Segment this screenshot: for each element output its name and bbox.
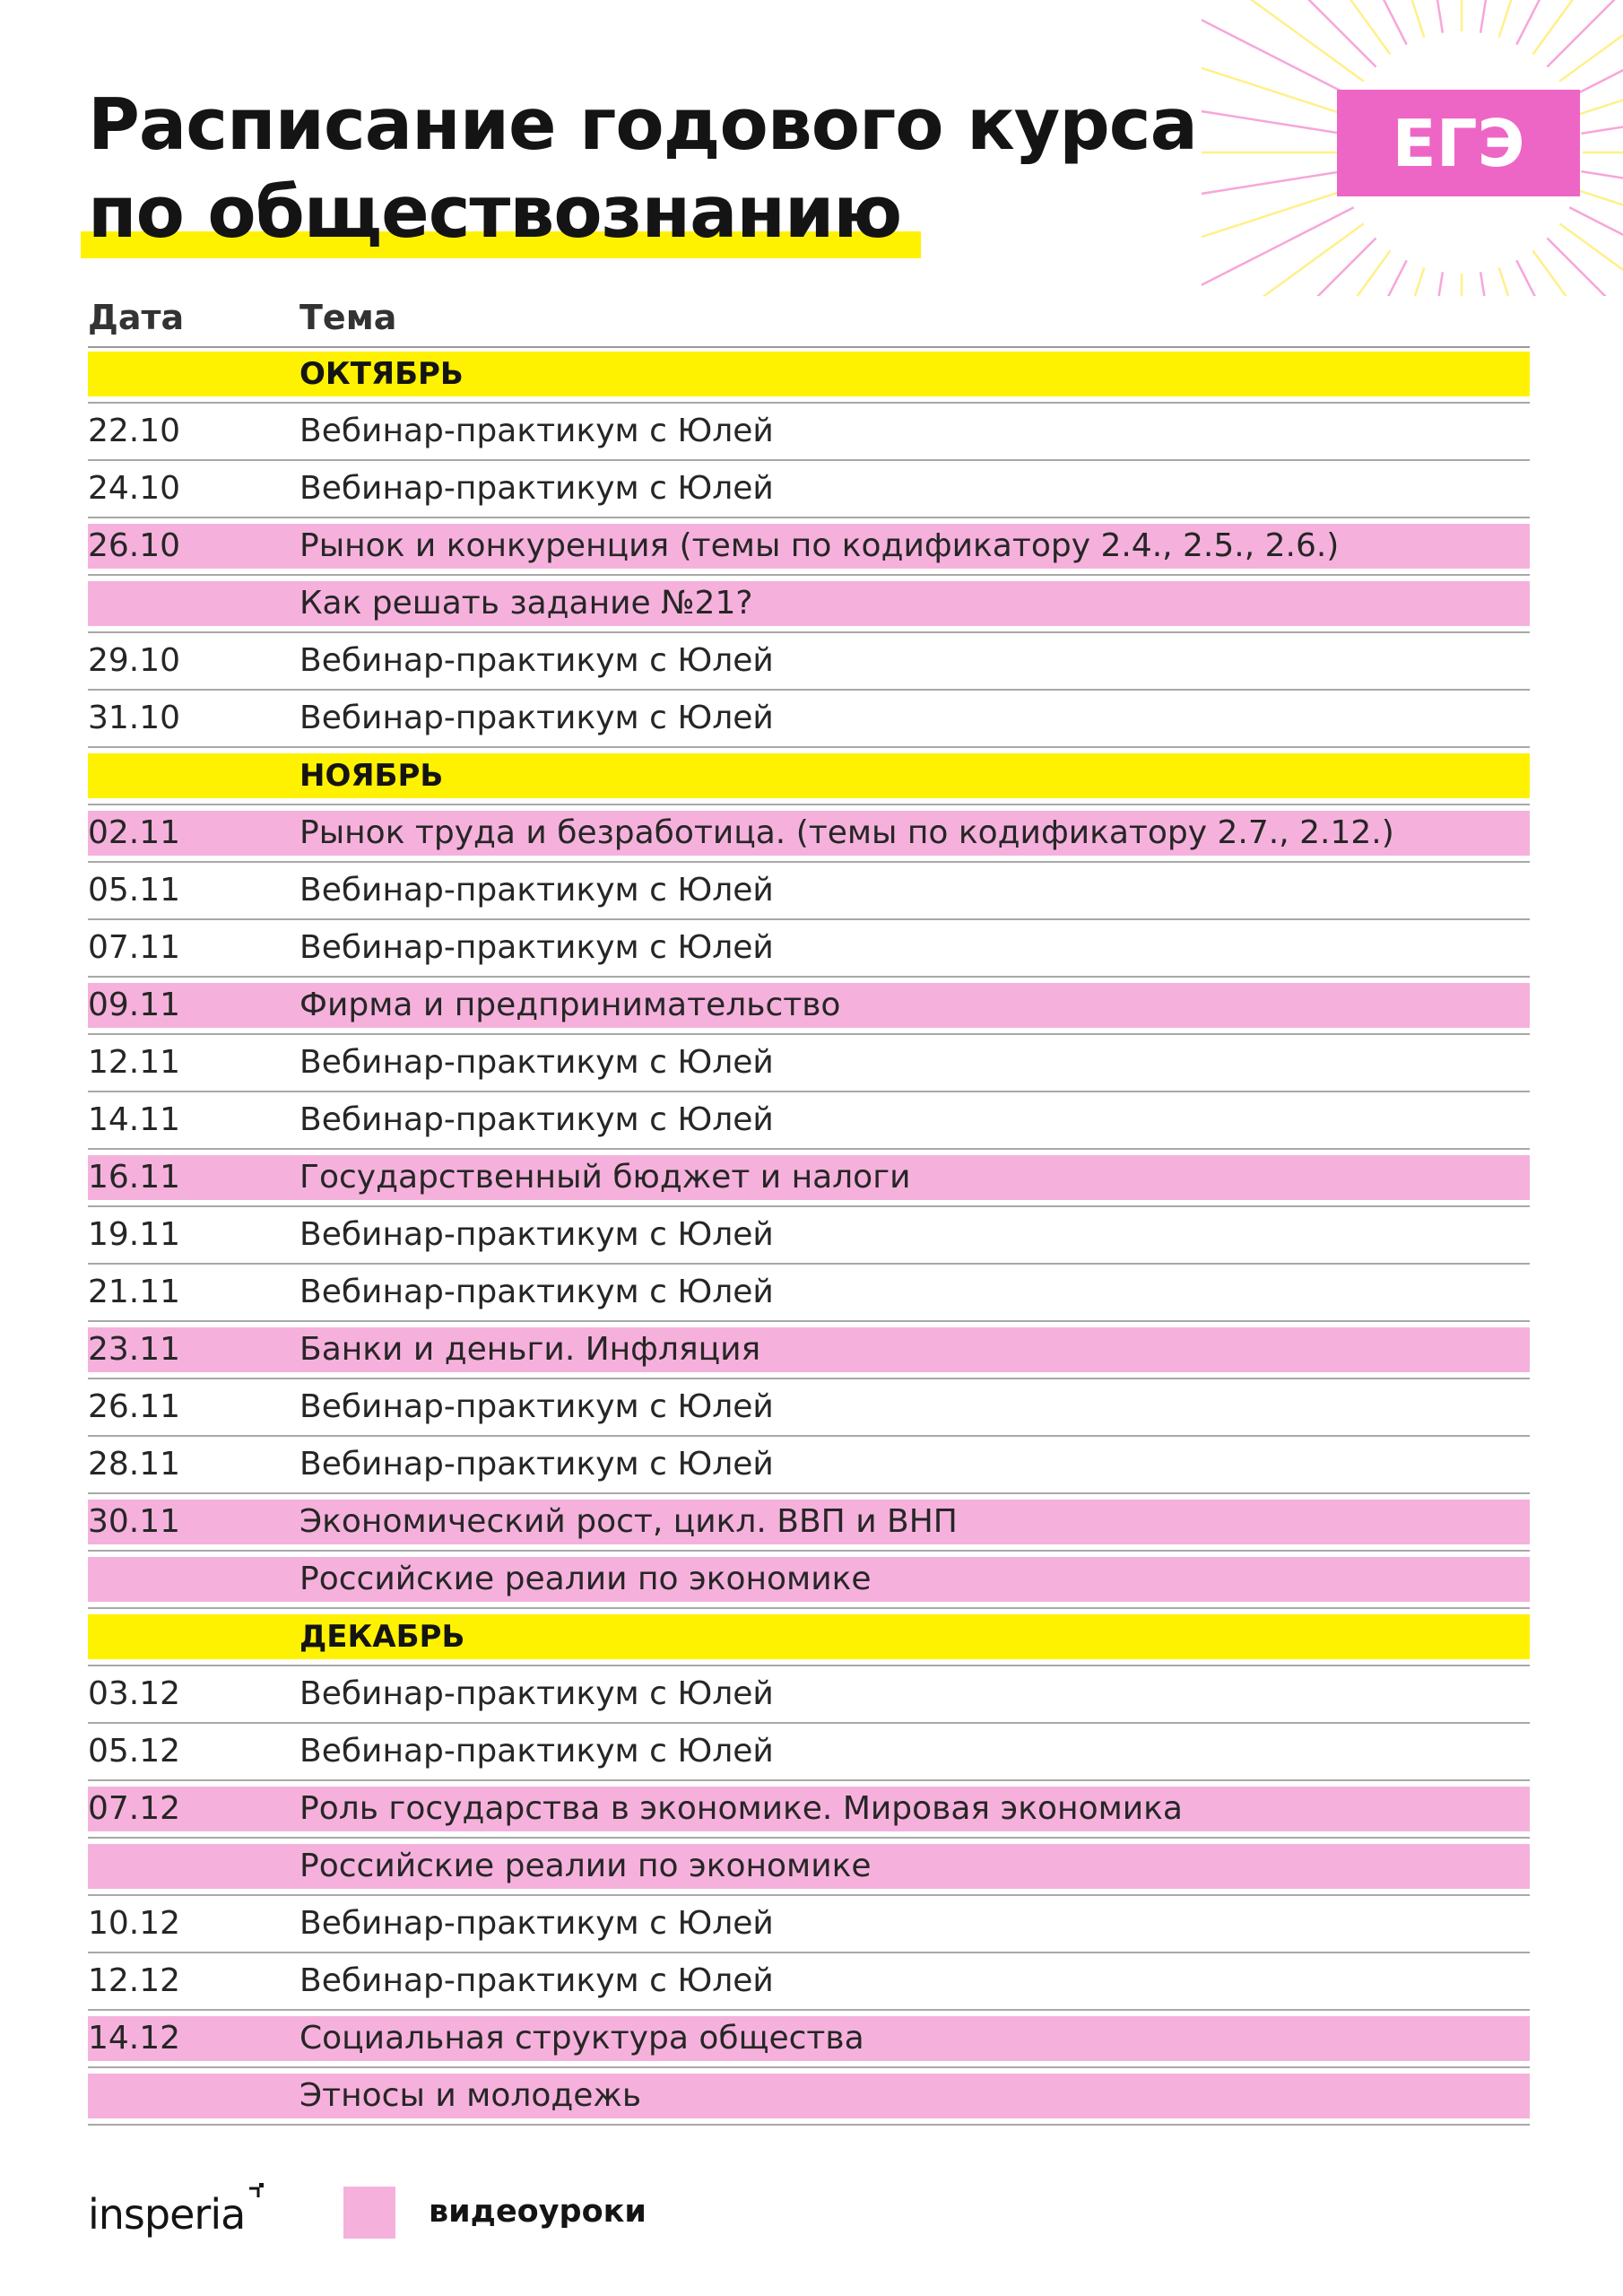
- table-row: [88, 1092, 1530, 1150]
- video-lesson-row: [88, 1322, 1530, 1379]
- sunburst-ray: [1415, 0, 1443, 33]
- row-date: 19.11: [88, 1216, 181, 1253]
- row-topic: Российские реалии по экономике: [299, 1848, 872, 1884]
- video-lesson-row: [88, 1839, 1530, 1896]
- row-topic: Роль государства в экономике. Мировая экономика: [299, 1790, 1183, 1827]
- row-date: 24.10: [88, 470, 181, 507]
- table-row: [88, 461, 1530, 518]
- sunburst-ray: [1202, 171, 1342, 199]
- table-row: [88, 863, 1530, 920]
- table-header: [88, 287, 1530, 348]
- footer: [88, 2179, 1530, 2269]
- table-row: [88, 691, 1530, 748]
- row-topic: Вебинар-практикум с Юлей: [299, 1044, 774, 1081]
- row-topic: Банки и деньги. Инфляция: [299, 1331, 761, 1368]
- sunburst-ray: [1202, 61, 1347, 115]
- row-topic: Экономический рост, цикл. ВВП и ВНП: [299, 1503, 958, 1540]
- month-header-row: [88, 1609, 1530, 1666]
- row-topic: Социальная структура общества: [299, 2020, 864, 2057]
- legend-label: видеоуроки: [429, 2194, 647, 2230]
- row-topic: Государственный бюджет и налоги: [299, 1159, 911, 1196]
- row-topic: Как решать задание №21?: [299, 585, 753, 622]
- table-row: [88, 1035, 1530, 1092]
- row-date: 14.11: [88, 1101, 181, 1138]
- row-date: 28.11: [88, 1446, 181, 1483]
- sunburst-ray: [1576, 190, 1623, 244]
- video-lesson-row: [88, 978, 1530, 1035]
- table-row: [88, 1666, 1530, 1724]
- sunburst-ray: [1370, 0, 1424, 38]
- video-lesson-row: [88, 805, 1530, 863]
- table-row: [88, 1896, 1530, 1953]
- row-date: 26.11: [88, 1388, 181, 1425]
- sunburst-ray: [1581, 171, 1623, 199]
- sunburst-ray: [1569, 207, 1623, 287]
- row-date: 29.10: [88, 642, 181, 679]
- row-topic: Рынок труда и безработица. (темы по кодификатору 2.7., 2.12.): [299, 814, 1394, 851]
- row-topic: Вебинар-практикум с Юлей: [299, 1274, 774, 1310]
- row-topic: Фирма и предпринимательство: [299, 987, 841, 1023]
- sunburst-ray: [1532, 250, 1623, 296]
- logo-mark-icon: [247, 2183, 264, 2199]
- sunburst-ray: [1576, 61, 1623, 115]
- row-date: 02.11: [88, 814, 181, 851]
- video-lesson-row: [88, 1552, 1530, 1609]
- row-topic: Рынок и конкуренция (темы по кодификатору 2.4., 2.5., 2.6.): [299, 527, 1340, 564]
- row-topic: Вебинар-практикум с Юлей: [299, 1962, 774, 1999]
- title-line-1: Расписание годового курса: [88, 83, 1197, 166]
- row-topic: Вебинар-практикум с Юлей: [299, 1675, 774, 1712]
- row-date: 10.12: [88, 1905, 181, 1942]
- row-date: 05.12: [88, 1733, 181, 1770]
- row-topic: Вебинар-практикум с Юлей: [299, 929, 774, 966]
- table-row: [88, 1953, 1530, 2011]
- row-topic: Этносы и молодежь: [299, 2077, 642, 2114]
- video-lesson-row: [88, 1781, 1530, 1839]
- month-header-row: [88, 346, 1530, 404]
- row-topic: Вебинар-практикум с Юлей: [299, 1733, 774, 1770]
- row-topic: Вебинар-практикум с Юлей: [299, 413, 774, 449]
- sunburst-ray: [1559, 0, 1623, 82]
- row-date: 22.10: [88, 413, 181, 449]
- sunburst-ray: [1499, 0, 1553, 38]
- row-topic: Вебинар-практикум с Юлей: [299, 1446, 774, 1483]
- month-label: ОКТЯБРЬ: [299, 356, 464, 392]
- video-lesson-row: [88, 1494, 1530, 1552]
- exam-badge: ЕГЭ: [1337, 90, 1580, 196]
- sunburst-ray: [1222, 223, 1364, 296]
- row-date: 26.10: [88, 527, 181, 564]
- video-lesson-row: [88, 2011, 1530, 2068]
- row-topic: Вебинар-практикум с Юлей: [299, 1388, 774, 1425]
- sunburst-ray: [1202, 190, 1347, 244]
- row-date: 14.12: [88, 2020, 181, 2057]
- row-date: 31.10: [88, 700, 181, 736]
- row-date: 03.12: [88, 1675, 181, 1712]
- row-date: 09.11: [88, 987, 181, 1023]
- video-lesson-row: [88, 2068, 1530, 2126]
- row-date: 30.11: [88, 1503, 181, 1540]
- insperia-logo: insperia: [88, 2190, 246, 2239]
- row-topic: Вебинар-практикум с Юлей: [299, 1905, 774, 1942]
- row-topic: Вебинар-практикум с Юлей: [299, 470, 774, 507]
- month-header-row: [88, 748, 1530, 805]
- title-line-2: по обществознанию: [88, 169, 901, 257]
- sunburst-ray: [1547, 0, 1623, 67]
- row-date: 12.11: [88, 1044, 181, 1081]
- row-topic: Российские реалии по экономике: [299, 1561, 872, 1597]
- video-lesson-row: [88, 518, 1530, 576]
- table-row: [88, 404, 1530, 461]
- row-topic: Вебинар-практикум с Юлей: [299, 700, 774, 736]
- sunburst-ray: [1202, 106, 1342, 134]
- row-date: 07.12: [88, 1790, 181, 1827]
- table-row: [88, 1437, 1530, 1494]
- table-row: [88, 1379, 1530, 1437]
- sunburst-ray: [1569, 18, 1623, 98]
- schedule-table: [88, 346, 1530, 2126]
- video-lesson-row: [88, 576, 1530, 633]
- page-title: [88, 81, 1197, 257]
- table-row: [88, 920, 1530, 978]
- month-label: НОЯБРЬ: [299, 758, 444, 794]
- column-header-date: Дата: [88, 298, 185, 337]
- legend-swatch: [343, 2187, 395, 2239]
- row-date: 07.11: [88, 929, 181, 966]
- table-row: [88, 1724, 1530, 1781]
- row-date: 16.11: [88, 1159, 181, 1196]
- table-row: [88, 633, 1530, 691]
- sunburst-ray: [1581, 106, 1623, 134]
- table-row: [88, 1207, 1530, 1265]
- row-topic: Вебинар-практикум с Юлей: [299, 1216, 774, 1253]
- row-topic: Вебинар-практикум с Юлей: [299, 1101, 774, 1138]
- row-date: 05.11: [88, 872, 181, 909]
- row-date: 23.11: [88, 1331, 181, 1368]
- video-lesson-row: [88, 1150, 1530, 1207]
- month-label: ДЕКАБРЬ: [299, 1619, 465, 1655]
- sunburst-ray: [1480, 0, 1508, 33]
- row-topic: Вебинар-практикум с Юлей: [299, 872, 774, 909]
- row-date: 12.12: [88, 1962, 181, 1999]
- row-date: 21.11: [88, 1274, 181, 1310]
- column-header-topic: Тема: [299, 298, 397, 337]
- sunburst-ray: [1288, 0, 1391, 55]
- table-row: [88, 1265, 1530, 1322]
- row-topic: Вебинар-практикум с Юлей: [299, 642, 774, 679]
